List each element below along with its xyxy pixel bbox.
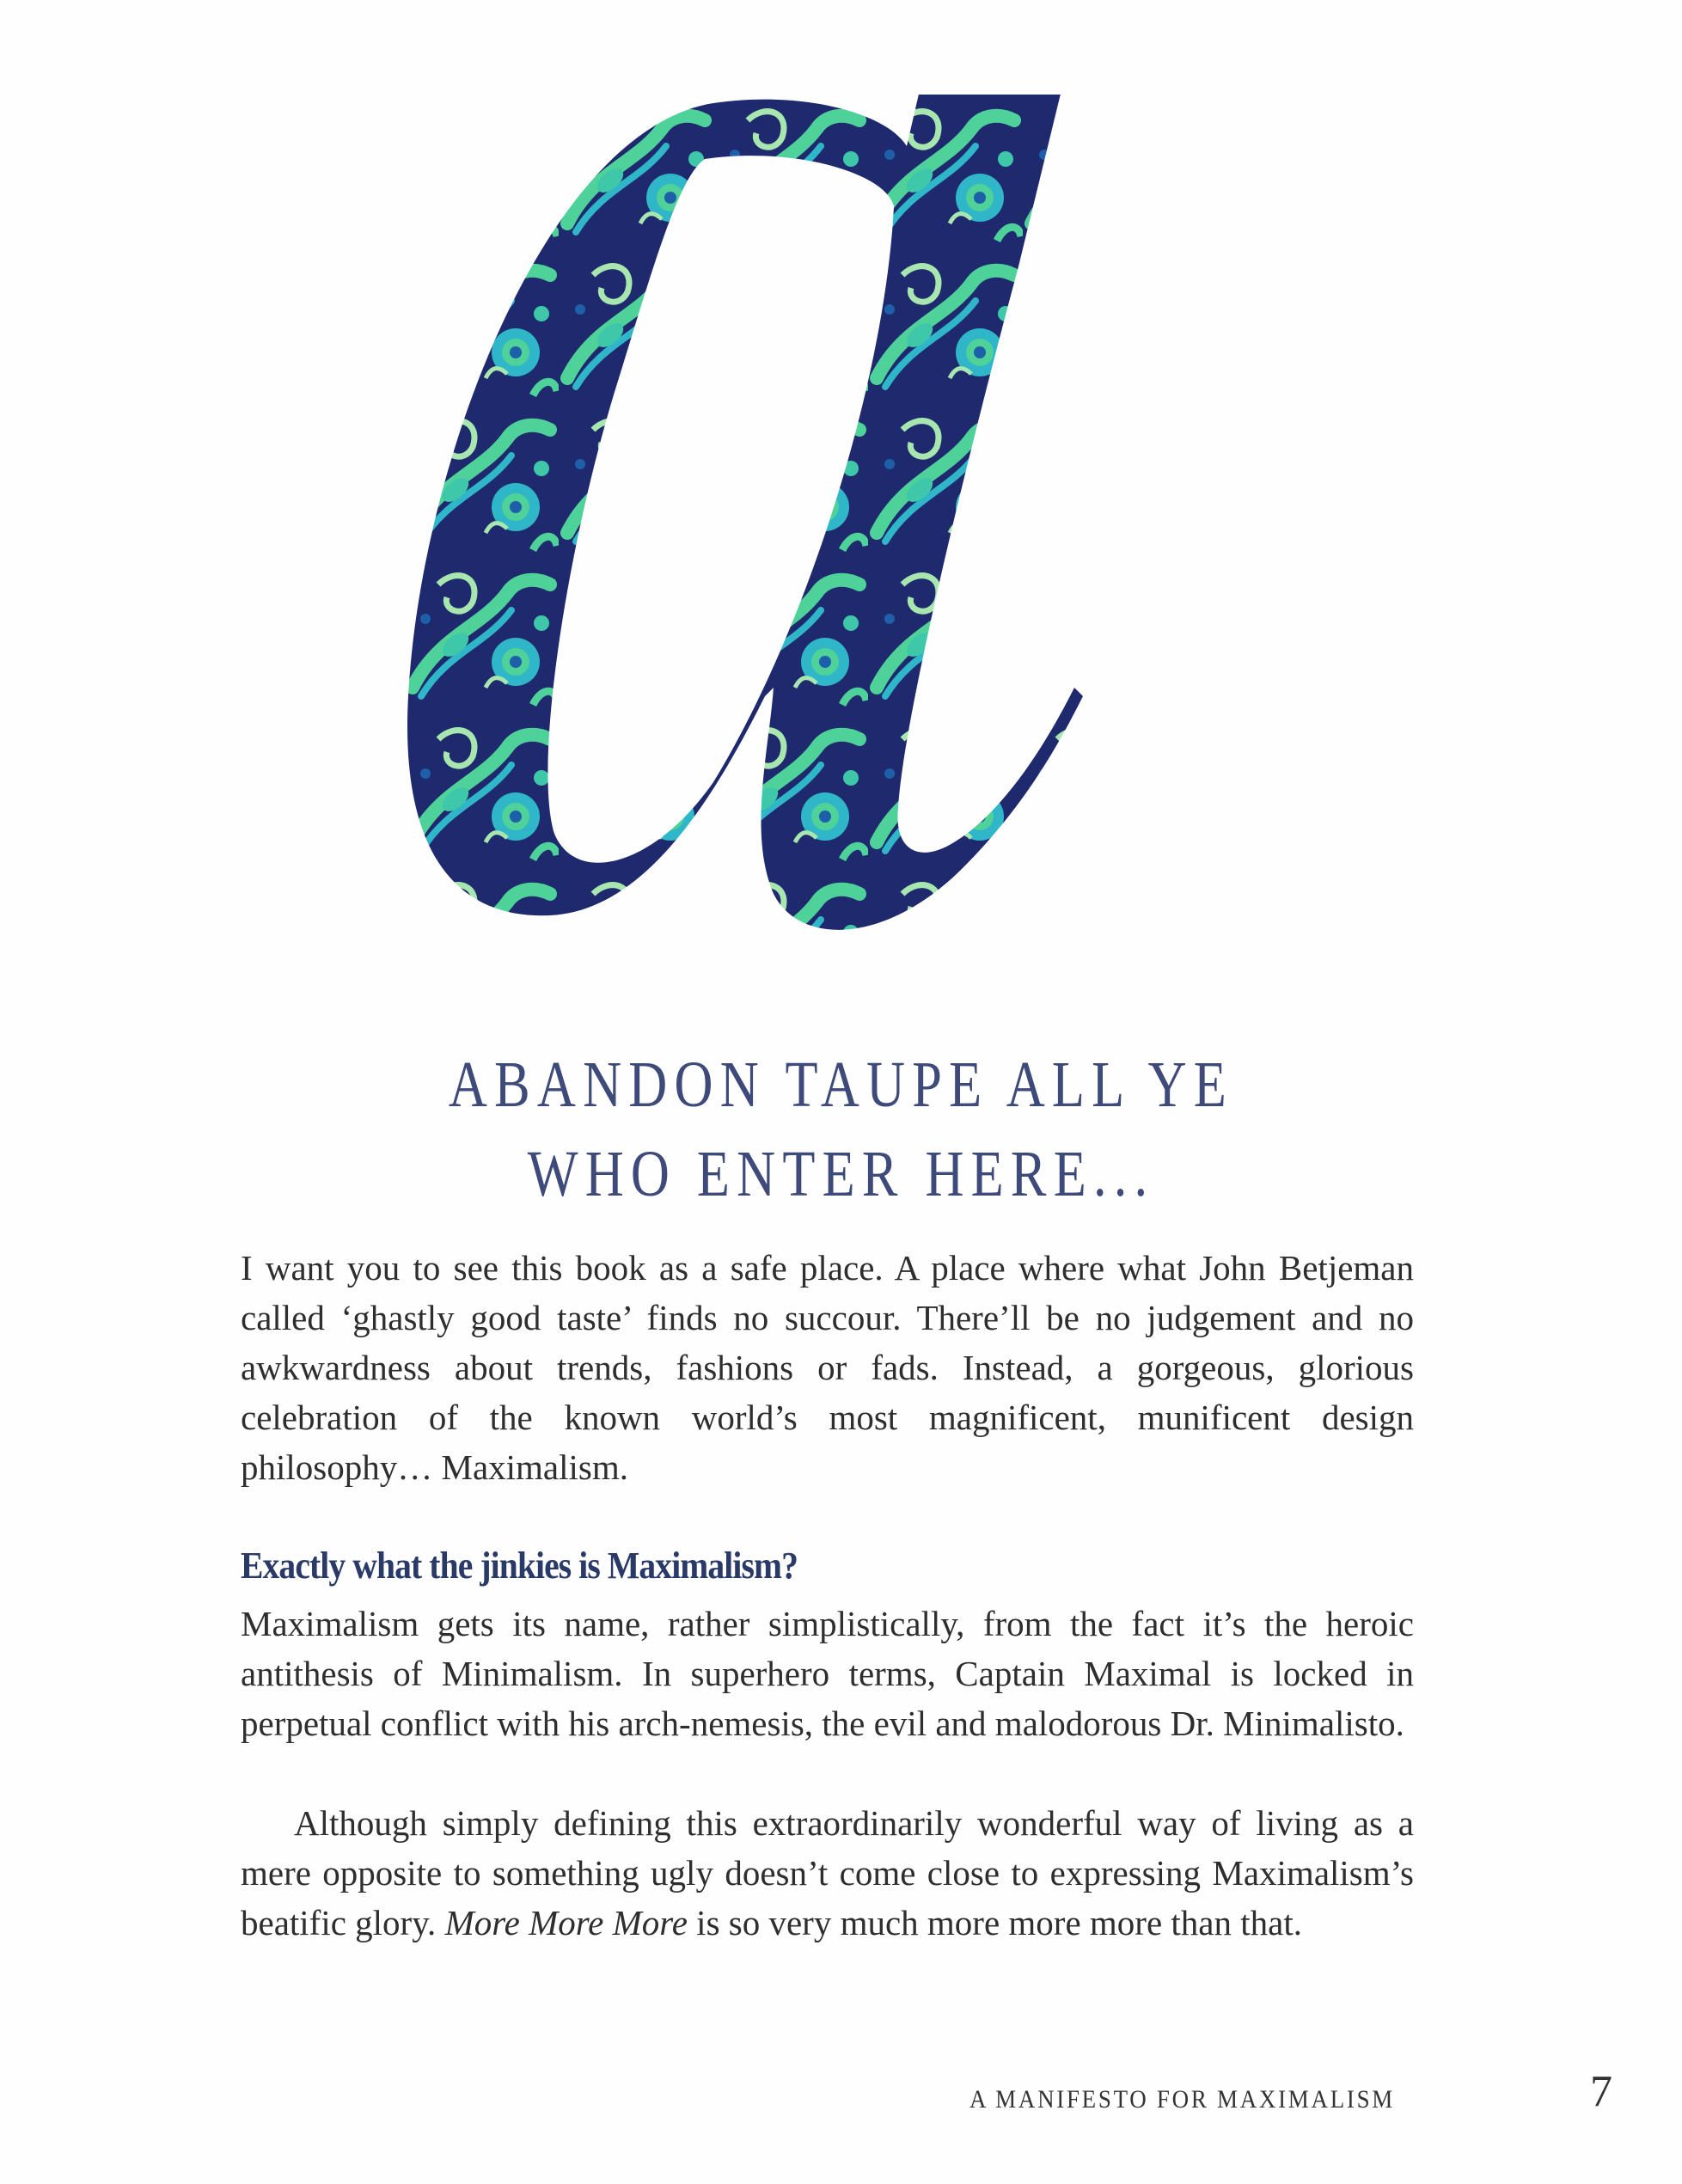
section-subheading: Exactly what the jinkies is Maximalism? — [241, 1545, 798, 1587]
running-footer-title: A MANIFESTO FOR MAXIMALISM — [969, 2085, 1396, 2114]
floral-letter-a-icon — [404, 95, 1246, 971]
heading-line-2: WHO ENTER HERE... — [527, 1138, 1155, 1210]
paragraph-2-text — [241, 1798, 1414, 1948]
book-title-italic: More More More — [444, 1903, 688, 1942]
page-number: 7 — [1590, 2067, 1612, 2116]
paragraph-1-text: Maximalism gets its name, rather simplistically, from the fact it’s the heroic antithesis of Minimalism. In superhero terms, Captain Maximal is locked in perpetual conflict with his arch-nemesis, the evil and malodorous Dr. Minimalisto. — [241, 1604, 1414, 1743]
intro-text: I want you to see this book as a safe place. A place where what John Betjeman called ‘ghastly good taste’ finds no succour. There’ll be no judgement and no awkwardness about trends, fashions or fads. Instead, a gorgeous, glorious celebration of the known world’s most magnificent, munificent design philosophy… Maximalism. — [241, 1248, 1414, 1487]
section-paragraph-1 — [241, 1599, 1414, 1748]
chapter-heading — [151, 1040, 1531, 1219]
decorative-letter-a — [404, 95, 1246, 971]
section-paragraph-2 — [241, 1798, 1414, 1948]
paragraph-2-end: is so very much more more more than that. — [687, 1903, 1302, 1942]
paragraph-2-start: Although simply defining this extraordinarily wonderful way of living as a mere opposite to something ugly doesn’t come close to expressing Maximalism’s beatific glory. — [241, 1803, 1414, 1942]
heading-line-1: ABANDON TAUPE ALL YE — [448, 1049, 1234, 1121]
intro-paragraph — [241, 1243, 1414, 1492]
